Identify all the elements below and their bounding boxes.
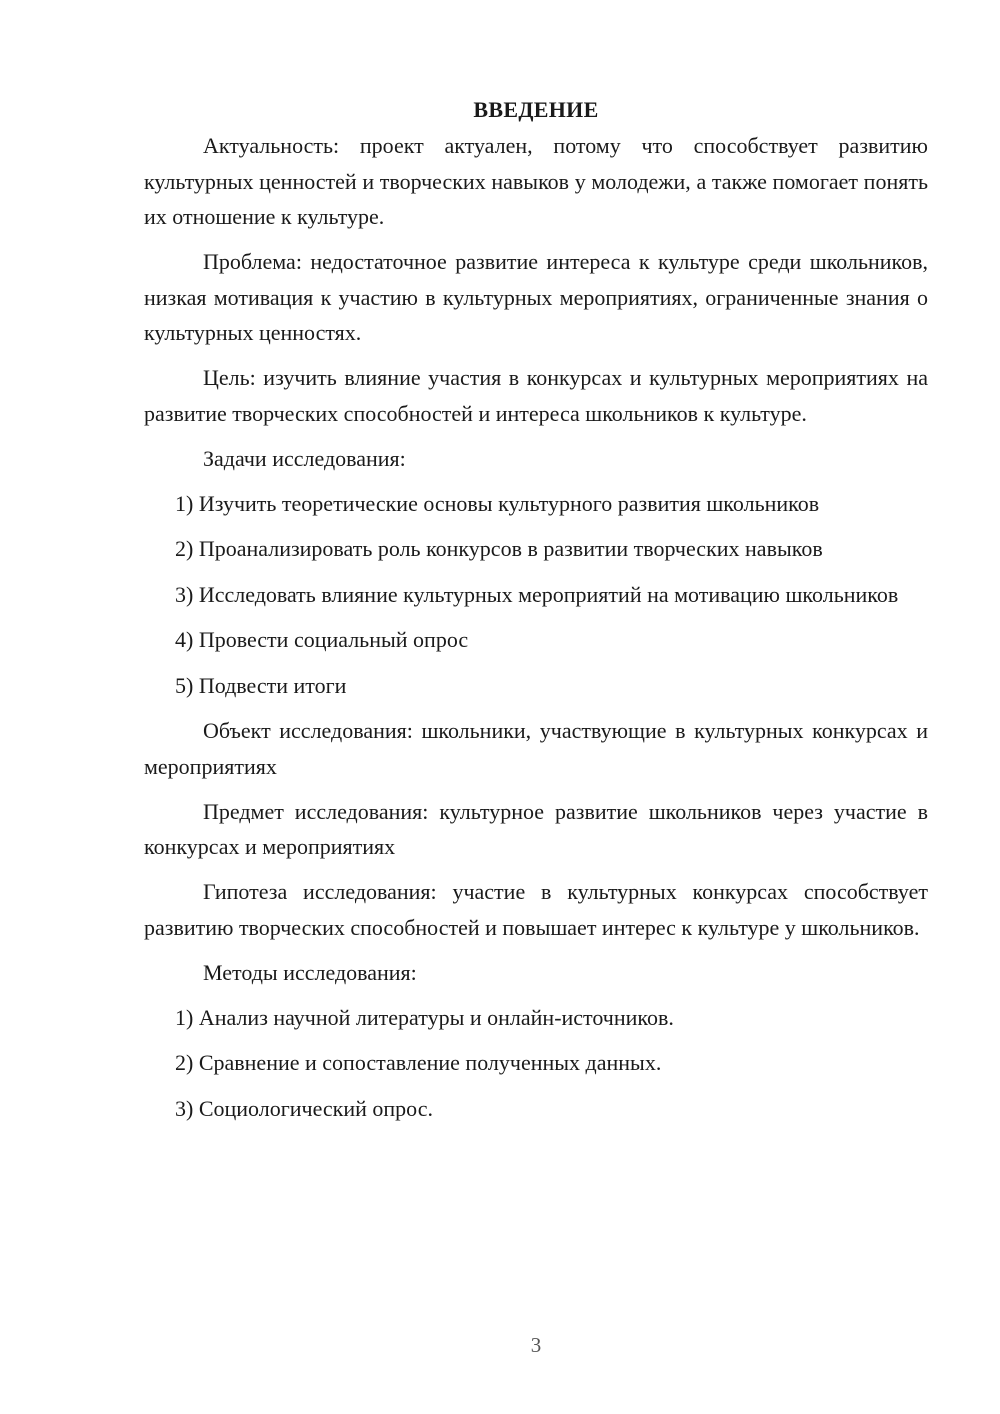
relevance-paragraph: Актуальность: проект актуален, потому что способствует развитию культурных ценностей и творческих навыков у молодежи, а также помогает понять их отношение к культуре. [144, 133, 928, 229]
document-page [144, 92, 928, 1136]
task-item: 4) Провести социальный опрос [175, 627, 469, 652]
method-item: 1) Анализ научной литературы и онлайн-источников. [175, 1004, 674, 1030]
goal-paragraph: Цель: изучить влияние участия в конкурсах и культурных мероприятиях на развитие творческих способностей и интереса школьников к культуре. [144, 365, 928, 426]
task-item: 1) Изучить теоретические основы культурного развития школьников [175, 490, 820, 516]
method-item: 3) Социологический опрос. [175, 1095, 433, 1121]
task-item: 3) Исследовать влияние культурных мероприятий на мотивацию школьников [175, 581, 899, 607]
task-item: 5) Подвести итоги [175, 672, 347, 698]
methods-heading: Методы исследования: [203, 959, 417, 985]
object-paragraph: Объект исследования: школьники, участвующие в культурных конкурсах и мероприятиях [144, 718, 928, 779]
method-item: 2) Сравнение и сопоставление полученных данных. [175, 1050, 662, 1075]
problem-paragraph: Проблема: недостаточное развитие интереса к культуре среди школьников, низкая мотивация к участию в культурных мероприятиях, ограниченные знания о культурных ценностях. [144, 249, 928, 345]
tasks-heading: Задачи исследования: [203, 445, 406, 471]
section-heading: ВВЕДЕНИЕ [473, 97, 599, 122]
subject-paragraph: Предмет исследования: культурное развитие школьников через участие в конкурсах и мероприятиях [144, 798, 928, 859]
page-number: 3 [530, 1333, 542, 1357]
task-item: 2) Проанализировать роль конкурсов в развитии творческих навыков [175, 536, 823, 561]
hypothesis-paragraph: Гипотеза исследования: участие в культурных конкурсах способствует развитию творческих способностей и повышает интерес к культуре у школьников. [144, 879, 928, 940]
